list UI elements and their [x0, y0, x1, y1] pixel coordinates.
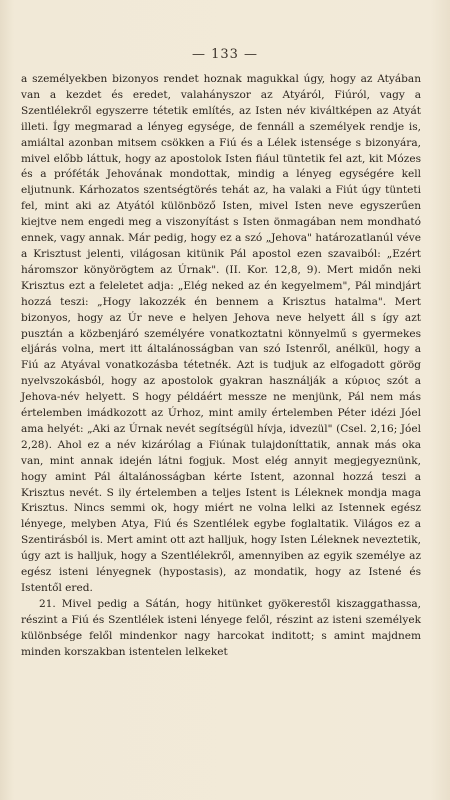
paragraph: 21. Mivel pedig a Sátán, hogy hitünket gyökerestől kiszaggathassa, részint a Fiú és Szentlélek isteni lényege felől, részint az isteni személyek különbsége felől mindenkor nagy harcokat inditott; s amint majdnem minden korszakban istentelen lelkeket: [21, 597, 421, 658]
body-text: [21, 72, 421, 661]
paragraph: a személyekben bizonyos rendet hoznak magukkal úgy, hogy az Atyában van a kezdet és eredet, valahányszor az Atyáról, Fiúról, vagy a Szentlélekről egyszerre tétetik említés, az Isten név kiváltképen az Atyát illeti. Így megmarad a lényeg egysége, de fennáll a személyek rendje is, amiáltal azonban mitsem csökken a Fiú és a Lélek istensége s bizonyára, mivel előbb láttuk, hogy az apostolok Isten fiául tüntetik fel azt, kit Mózes és a próféták Jehovának mondottak, mindig a lényeg egységére kell eljutnunk. Kárhozatos szentségtörés tehát az, ha valaki a Fiút úgy tünteti fel, mint aki az Atyától különböző Isten, mivel Isten neve egyszerűen kiejtve nem engedi meg a viszonyítást s Isten önmagában nem mondható ennek, vagy annak. Már pedig, hogy ez a szó „Jehova" határozatlanúl véve a Krisztust jelenti, világosan kitünik Pál apostol ezen szavaiból: „Ezért háromszor könyörögtem az Úrnak". (II. Kor. 12,8, 9). Mert midőn neki Krisztus ezt a feleletet adja: „Elég neked az én kegyelmem", Pál mindjárt hozzá teszi: „Hogy lakozzék én bennem a Krisztus hatalma". Mert bizonyos, hogy az Úr neve e helyen Jehova neve helyett áll s így azt pusztán a közbenjáró személyére vonatkoztatni könnyelmű s gyermekes eljárás volna, mert itt általánosságban van szó Istenről, anélkül, hogy a Fiú az Atyával vonatkozásba tétetnék. Azt is tudjuk az elfogadott görög nyelvszokásból, hogy az apostolok gyakran használják a κύριος szót a Jehova-név helyett. S hogy példáért messze ne menjünk, Pál nem más értelemben imádkozott az Úrhoz, mint amily értelemben Péter idézi Jóel ama helyét: „Aki az Úrnak nevét segítségül hívja, idvezül" (Csel. 2,16; Jóel 2,28). Ahol ez a név kizárólag a Fiúnak tulajdoníttatik, annak más oka van, mint annak idején látni fogjuk. Most elég annyit megjegyeznünk, hogy amint Pál általánosságban kérte Istent, azonnal hozzá teszi a Krisztus nevét. S ily értelemben a teljes Istent is Léleknek mondja maga Krisztus. Nincs semmi ok, hogy miért ne volna lelki az Istennek egész lényege, melyben Atya, Fiú és Szentlélek egybe foglaltatik. Világos ez a Szentirásból is. Mert amint ott azt halljuk, hogy Isten Léleknek neveztetik, úgy azt is halljuk, hogy a Szentlélekről, amennyiben az egyik személye az egész isteni lényegnek (hypostasis), az mondatik, hogy az Istené és Istentől ered.: [21, 73, 421, 594]
page-number: — 133 —: [191, 47, 259, 62]
